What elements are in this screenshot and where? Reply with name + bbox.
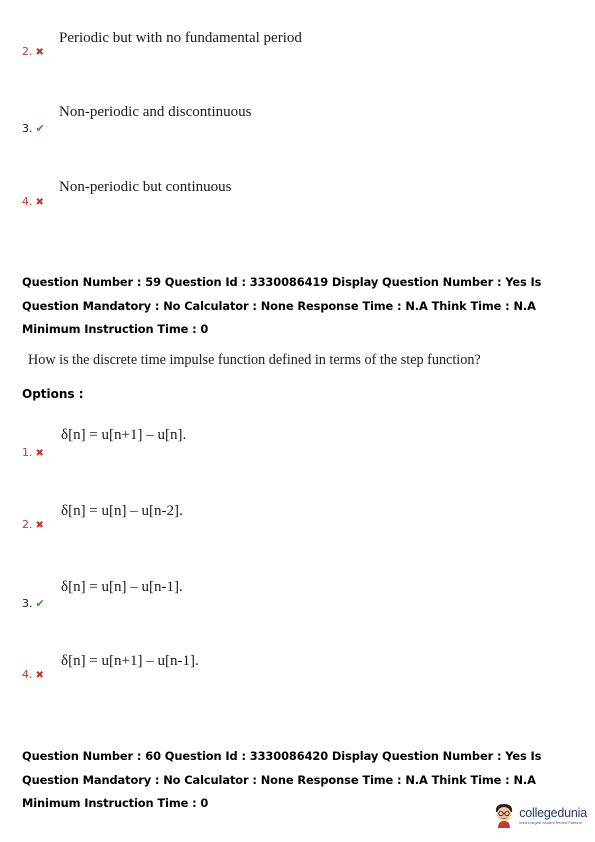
cross-icon: ✖ [35, 197, 44, 208]
option-text: δ[n] = u[n+1] – u[n]. [61, 427, 187, 443]
logo-name: collegedunia [519, 805, 587, 820]
question-meta: Question Number : 60 Question Id : 3330086420 Display Question Number : Yes Is Question Mandatory : No Calculator : None Response Time : N.A Think Time : N.A Minimum Instruction Time : 0 [22, 749, 542, 810]
cross-icon: ✖ [35, 47, 44, 58]
question-meta: Question Number : 59 Question Id : 3330086419 Display Question Number : Yes Is Question Mandatory : No Calculator : None Response Time : N.A Think Time : N.A Minimum Instruction Time : 0 [22, 275, 542, 336]
option-number: 3. ✔ [22, 122, 45, 135]
option-text: Non-periodic but continuous [59, 179, 232, 195]
options-label: Options : [22, 387, 84, 401]
option-number: 4. ✖ [22, 195, 44, 208]
check-icon: ✔ [35, 597, 45, 610]
option-number: 2. ✖ [22, 518, 44, 531]
option-text: Non-periodic and discontinuous [59, 104, 252, 120]
option-text: δ[n] = u[n+1] – u[n-1]. [61, 653, 199, 669]
option-text: δ[n] = u[n] – u[n-2]. [61, 503, 183, 519]
mascot-icon [493, 802, 515, 828]
option-number: 3. ✔ [22, 597, 45, 610]
cross-icon: ✖ [35, 670, 44, 681]
option-text: δ[n] = u[n] – u[n-1]. [61, 579, 183, 595]
logo [493, 802, 587, 828]
check-icon: ✔ [35, 122, 45, 135]
option-number: 4. ✖ [22, 668, 44, 681]
cross-icon: ✖ [35, 520, 44, 531]
option-number: 2. ✖ [22, 45, 44, 58]
cross-icon: ✖ [35, 448, 44, 459]
option-text: Periodic but with no fundamental period [59, 30, 302, 46]
logo-tagline: India's largest Student Review Platform [519, 820, 582, 825]
option-number: 1. ✖ [22, 446, 44, 459]
question-text: How is the discrete time impulse function defined in terms of the step function? [28, 352, 481, 368]
